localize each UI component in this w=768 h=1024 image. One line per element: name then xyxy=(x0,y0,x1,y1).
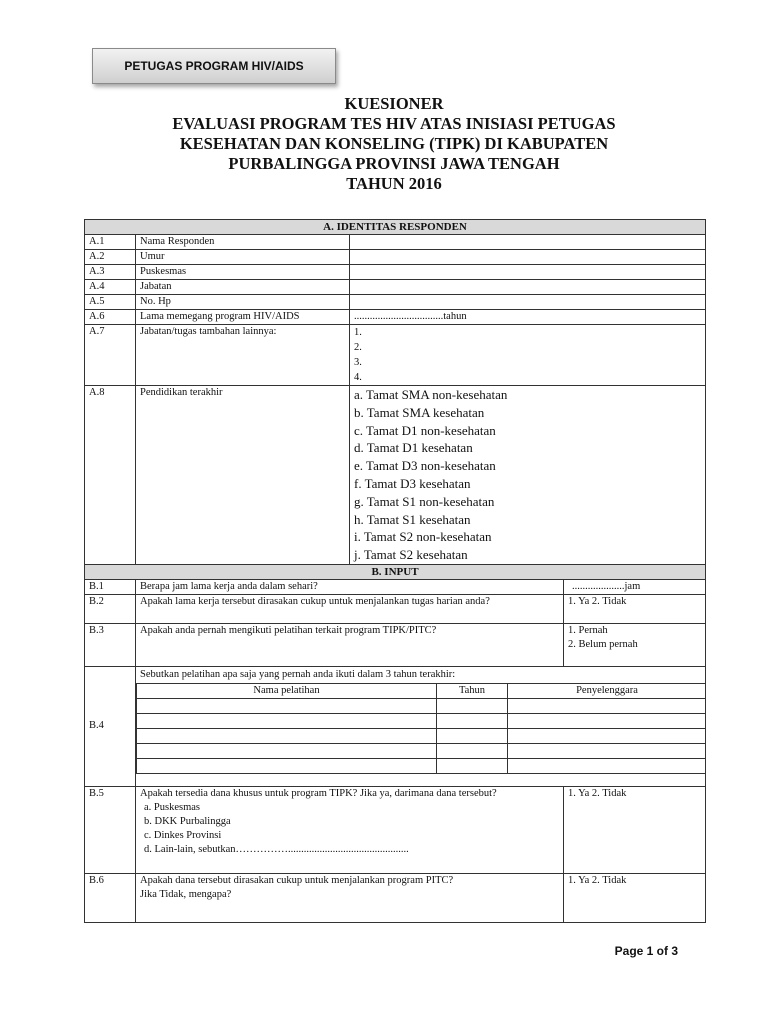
item-code: A.8 xyxy=(85,386,136,565)
answer-field[interactable] xyxy=(350,280,706,295)
table-row xyxy=(85,280,706,295)
blank-cell[interactable] xyxy=(508,698,706,713)
yes-no-options[interactable]: 1. Ya 2. Tidak xyxy=(564,873,706,922)
numbered-line: 2. xyxy=(354,342,362,353)
blank-cell[interactable] xyxy=(437,698,508,713)
table-row xyxy=(85,325,706,386)
blank-cell[interactable] xyxy=(437,713,508,728)
option[interactable]: h. Tamat S1 kesehatan xyxy=(354,511,471,527)
item-code: B.4 xyxy=(85,666,136,786)
question-text: Apakah lama kerja tersebut dirasakan cukup untuk menjalankan tugas harian anda? xyxy=(136,594,564,623)
item-code: B.3 xyxy=(85,623,136,666)
column-header: Tahun xyxy=(437,683,508,698)
item-label: Pendidikan terakhir xyxy=(136,386,350,565)
title-line: PURBALINGGA PROVINSI JAWA TENGAH xyxy=(228,154,560,173)
item-code: B.6 xyxy=(85,873,136,922)
answer-field[interactable] xyxy=(350,295,706,310)
question-text: Apakah anda pernah mengikuti pelatihan terkait program TIPK/PITC? xyxy=(136,623,564,666)
title-line: KESEHATAN DAN KONSELING (TIPK) DI KABUPATEN xyxy=(179,134,609,153)
blank-cell[interactable] xyxy=(508,743,706,758)
option[interactable]: c. Dinkes Provinsi xyxy=(144,829,222,841)
blank-cell[interactable] xyxy=(508,758,706,773)
answer-field[interactable]: ....................jam xyxy=(564,579,706,594)
table-row xyxy=(85,666,706,786)
education-options[interactable] xyxy=(350,386,706,565)
answer-options[interactable] xyxy=(564,623,706,666)
item-label: Nama Responden xyxy=(136,235,350,250)
table-row xyxy=(85,265,706,280)
column-header: Nama pelatihan xyxy=(137,683,437,698)
item-code: A.6 xyxy=(85,310,136,325)
blank-cell[interactable] xyxy=(437,743,508,758)
item-code: A.5 xyxy=(85,295,136,310)
blank-cell[interactable] xyxy=(508,728,706,743)
numbered-line: 3. xyxy=(354,357,362,368)
option[interactable]: b. DKK Purbalingga xyxy=(144,815,231,827)
item-code: A.2 xyxy=(85,250,136,265)
option[interactable]: 2. Belum pernah xyxy=(568,638,638,650)
blank-cell[interactable] xyxy=(137,728,437,743)
option[interactable]: a. Puskesmas xyxy=(144,801,200,813)
numbered-line: 1. xyxy=(354,327,362,338)
item-label: Lama memegang program HIV/AIDS xyxy=(136,310,350,325)
blank-cell[interactable] xyxy=(137,698,437,713)
table-row xyxy=(85,310,706,325)
role-badge: PETUGAS PROGRAM HIV/AIDS xyxy=(92,48,336,84)
questionnaire-title xyxy=(84,94,704,194)
option[interactable]: j. Tamat S2 kesehatan xyxy=(354,547,468,563)
yes-no-options[interactable]: 1. Ya 2. Tidak xyxy=(564,786,706,873)
answer-field[interactable] xyxy=(350,265,706,280)
table-row xyxy=(85,235,706,250)
blank-cell[interactable] xyxy=(137,713,437,728)
item-code: A.4 xyxy=(85,280,136,295)
questionnaire-table xyxy=(84,219,706,923)
question-line: Jika Tidak, mengapa? xyxy=(140,888,232,900)
question-text xyxy=(136,786,564,873)
option[interactable]: f. Tamat D3 kesehatan xyxy=(354,475,471,491)
table-row xyxy=(85,295,706,310)
table-row xyxy=(85,786,706,873)
section-b-header: B. INPUT xyxy=(85,564,706,579)
table-header-row xyxy=(137,683,706,698)
blank-cell[interactable] xyxy=(437,758,508,773)
option[interactable]: g. Tamat S1 non-kesehatan xyxy=(354,493,495,509)
table-row xyxy=(137,728,706,743)
title-line: EVALUASI PROGRAM TES HIV ATAS INISIASI PETUGAS xyxy=(172,114,616,133)
option[interactable]: d. Lain-lain, sebutkan…………….............................................. xyxy=(144,843,409,855)
title-line: KUESIONER xyxy=(344,94,444,113)
item-code: B.5 xyxy=(85,786,136,873)
option[interactable]: e. Tamat D3 non-kesehatan xyxy=(354,458,496,474)
option[interactable]: c. Tamat D1 non-kesehatan xyxy=(354,422,496,438)
yes-no-options[interactable]: 1. Ya 2. Tidak xyxy=(564,594,706,623)
table-row xyxy=(85,250,706,265)
question-line: Apakah dana tersebut dirasakan cukup untuk menjalankan program PITC? xyxy=(140,874,454,886)
page-number: Page 1 of 3 xyxy=(614,944,678,958)
answer-field[interactable]: ..................................tahun xyxy=(350,310,706,325)
option[interactable]: d. Tamat D1 kesehatan xyxy=(354,440,473,456)
blank-cell[interactable] xyxy=(508,713,706,728)
table-row xyxy=(137,743,706,758)
training-table xyxy=(136,683,706,774)
item-label: Jabatan xyxy=(136,280,350,295)
title-line: TAHUN 2016 xyxy=(346,174,442,193)
blank-cell[interactable] xyxy=(137,743,437,758)
answer-field[interactable] xyxy=(350,325,706,386)
answer-field[interactable] xyxy=(350,250,706,265)
table-row xyxy=(137,713,706,728)
item-code: A.3 xyxy=(85,265,136,280)
item-code: B.2 xyxy=(85,594,136,623)
item-code: A.1 xyxy=(85,235,136,250)
table-row xyxy=(137,698,706,713)
table-row xyxy=(137,758,706,773)
option[interactable]: b. Tamat SMA kesehatan xyxy=(354,404,485,420)
item-code: B.1 xyxy=(85,579,136,594)
question-line: Apakah tersedia dana khusus untuk program TIPK? Jika ya, darimana dana tersebut? xyxy=(140,787,497,799)
numbered-line: 4. xyxy=(354,372,362,383)
section-a-header: A. IDENTITAS RESPONDEN xyxy=(85,220,706,235)
table-row xyxy=(85,579,706,594)
question-text: Sebutkan pelatihan apa saja yang pernah anda ikuti dalam 3 tahun terakhir: xyxy=(140,668,456,680)
question-text xyxy=(136,873,564,922)
blank-cell[interactable] xyxy=(437,728,508,743)
table-row xyxy=(85,594,706,623)
table-row xyxy=(85,873,706,922)
option[interactable]: a. Tamat SMA non-kesehatan xyxy=(354,387,508,402)
table-row xyxy=(85,386,706,565)
column-header: Penyelenggara xyxy=(508,683,706,698)
option[interactable]: i. Tamat S2 non-kesehatan xyxy=(354,529,492,545)
item-label: Umur xyxy=(136,250,350,265)
table-row xyxy=(85,623,706,666)
item-label: Puskesmas xyxy=(136,265,350,280)
item-label: Jabatan/tugas tambahan lainnya: xyxy=(136,325,350,386)
option[interactable]: 1. Pernah xyxy=(568,624,608,636)
training-block xyxy=(136,666,706,786)
item-label: No. Hp xyxy=(136,295,350,310)
answer-field[interactable] xyxy=(350,235,706,250)
question-text: Berapa jam lama kerja anda dalam sehari? xyxy=(136,579,564,594)
blank-cell[interactable] xyxy=(137,758,437,773)
item-code: A.7 xyxy=(85,325,136,386)
